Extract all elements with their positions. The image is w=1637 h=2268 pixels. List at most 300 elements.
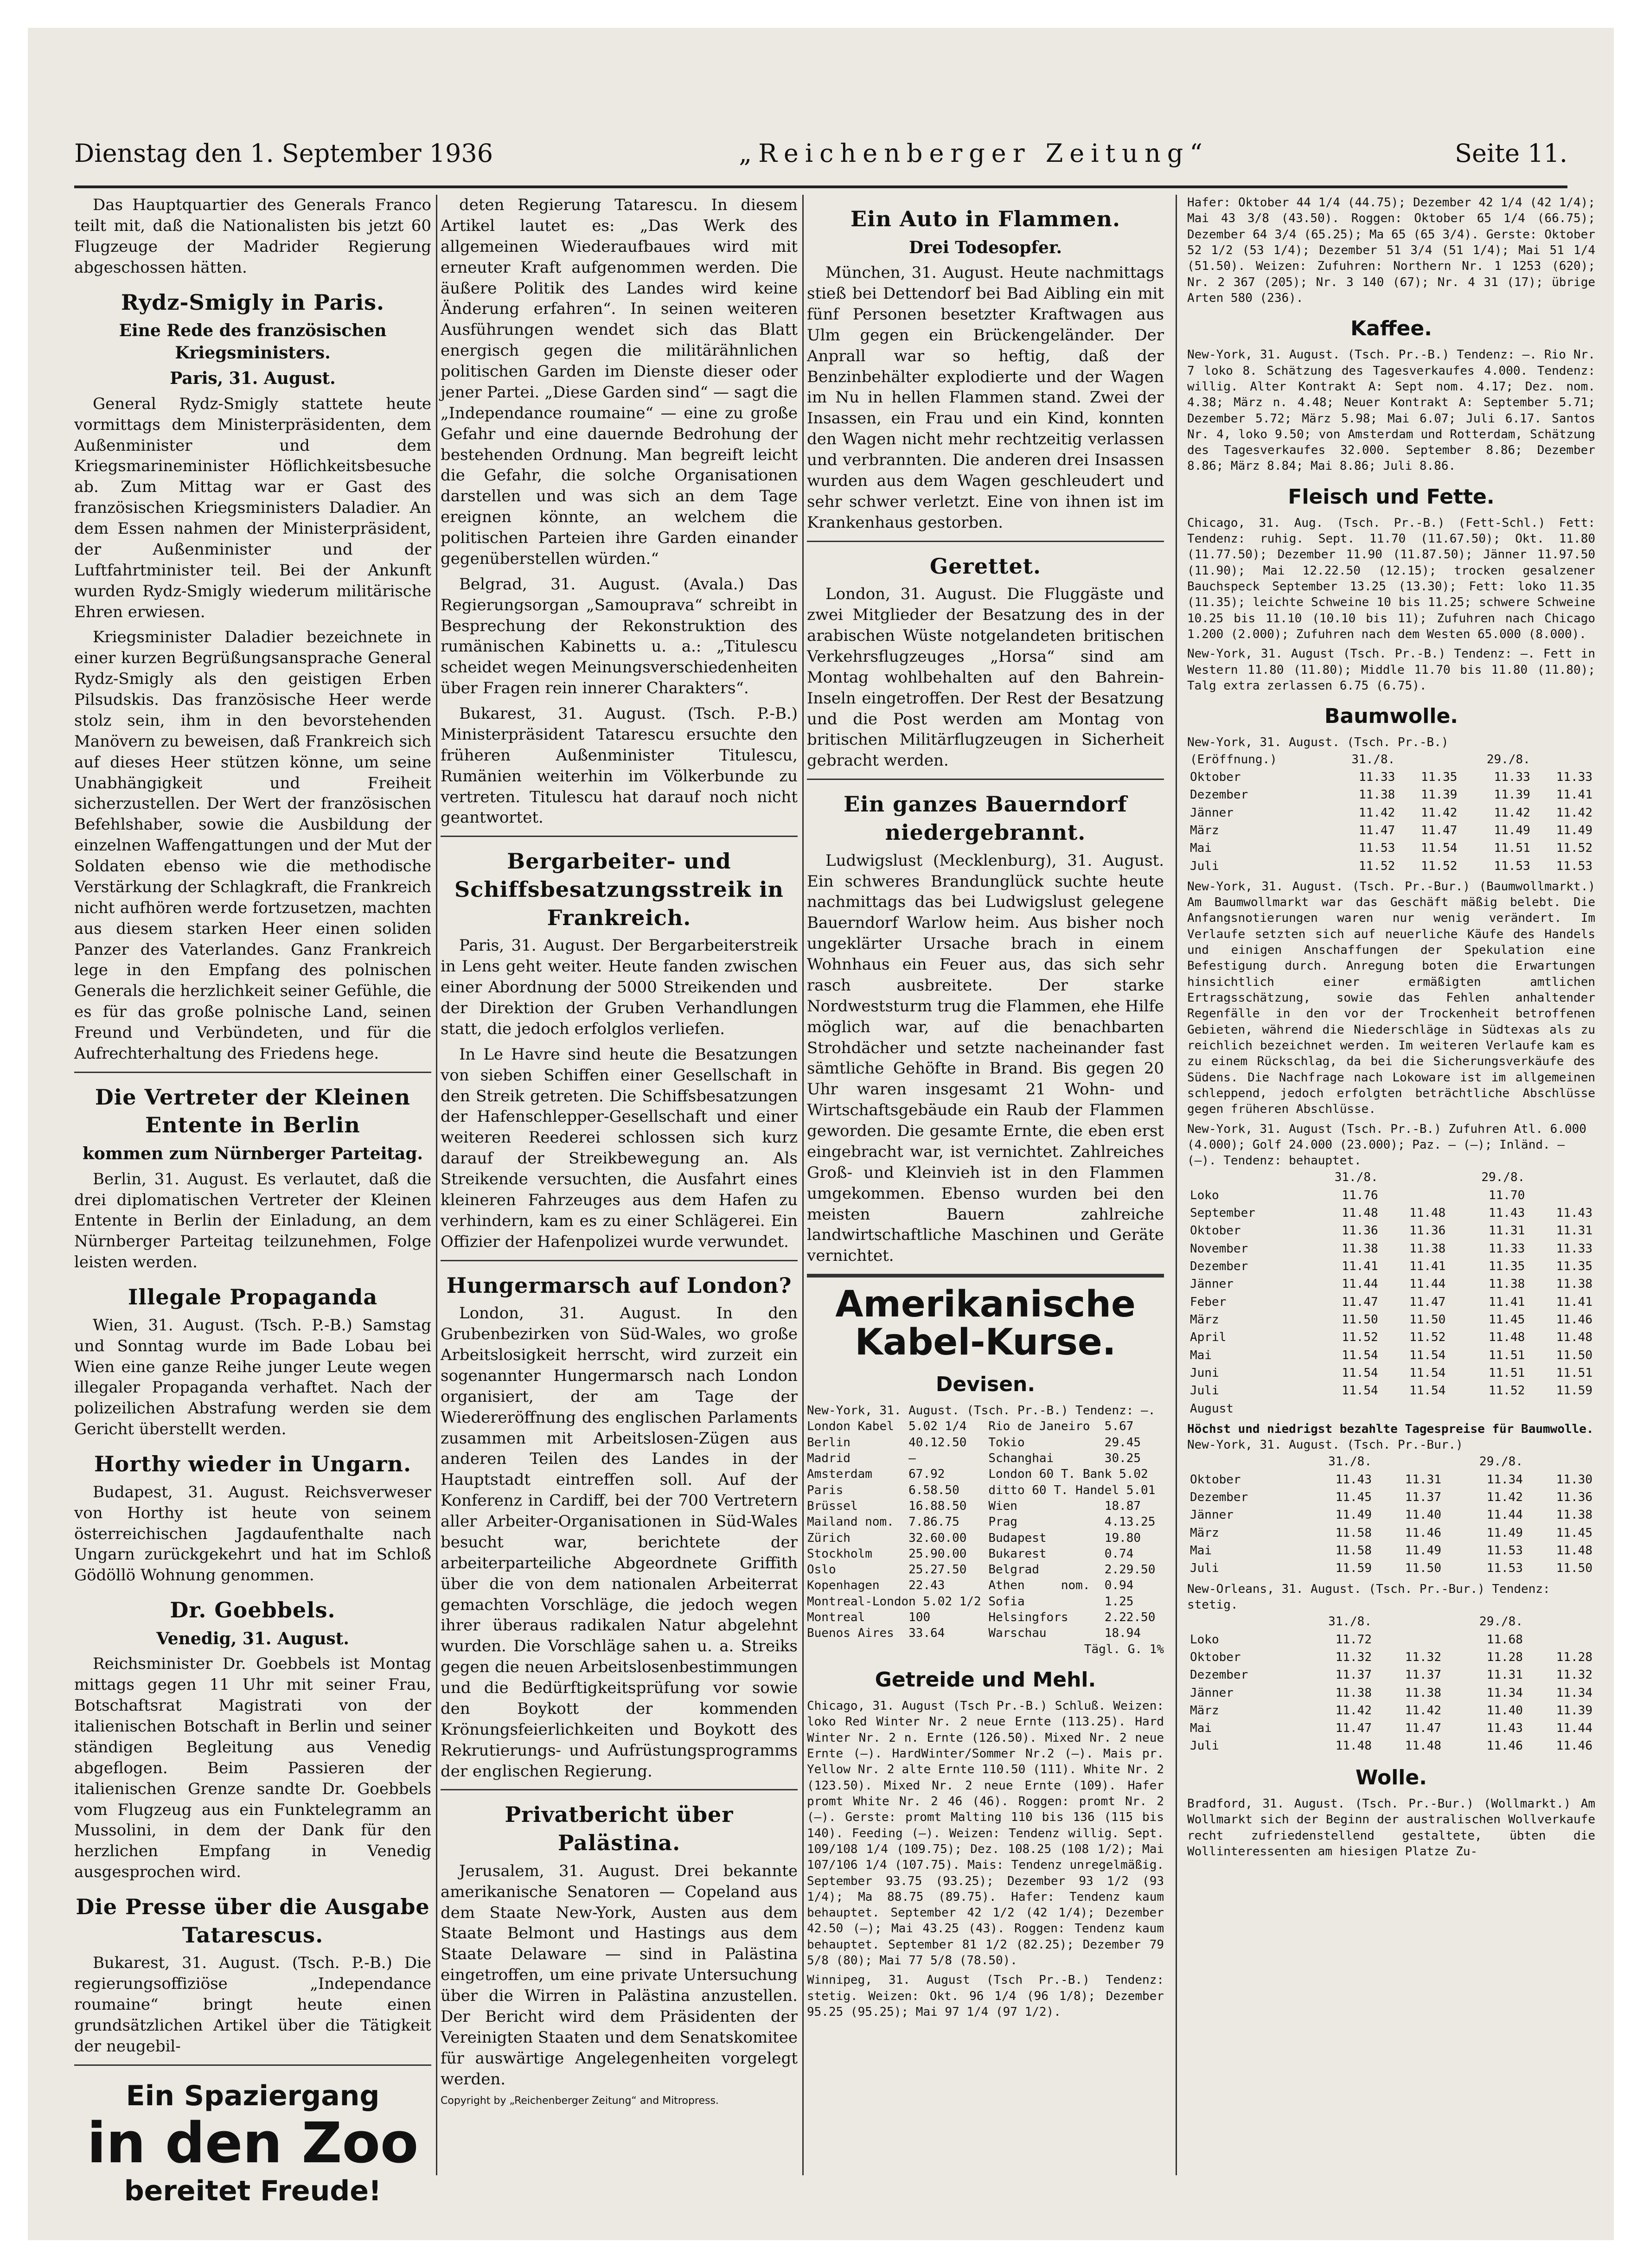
table-cell: 11.54	[1342, 1366, 1378, 1380]
table-cell: 11.41	[1556, 1295, 1592, 1309]
headline: Illegale Propaganda	[128, 1284, 378, 1310]
table-cell: 11.51	[1488, 1366, 1525, 1380]
table-cell: 11.43	[1486, 1721, 1523, 1736]
table-cell: 11.53	[1494, 859, 1530, 873]
table-cell: Oktober	[1190, 770, 1241, 784]
table-cell: 11.39	[1421, 788, 1458, 802]
article-text: Budapest, 31. August. Reichsverweser von Horthy ist heute von seinem österreichischen Jagdaufenthalte nach Ungarn zurückgekehrt und hat im Schloß Gödöllö Wohnung genommen.	[74, 1482, 431, 1585]
headline: Hungermarsch auf London?	[446, 1272, 792, 1298]
table-header-cell	[1187, 1453, 1293, 1470]
table-cell	[1375, 1631, 1444, 1648]
table-row	[1187, 1542, 1595, 1559]
table-cell: 11.70	[1488, 1188, 1525, 1202]
table-cell: 11.37	[1405, 1490, 1441, 1505]
table-caption: New-York, 31. August. (Tsch. Pr.-B.)	[1187, 735, 1449, 750]
table-cell: Feber	[1190, 1295, 1227, 1309]
cotton-table	[1187, 1169, 1595, 1417]
table-cell: Mai	[1190, 1348, 1212, 1362]
table-cell: 11.42	[1421, 805, 1458, 820]
table-cell: 11.50	[1342, 1312, 1378, 1327]
table-cell: 11.28	[1556, 1650, 1592, 1664]
devisen-row: Montreal-London 5.02 1/2 Sofia 1.25	[807, 1594, 1134, 1609]
article-text: Belgrad, 31. August. (Avala.) Das Regierungsorgan „Samouprava“ schreibt in Besprechung der Rekonstruktion des rumänischen Kabinetts u. a.: „Titulescu scheidet wegen Meinungsverschiedenheiten über Fragen rein innerer Charakters“.	[441, 575, 798, 698]
table-cell: Mai	[1190, 1721, 1212, 1736]
table-cell: 11.40	[1405, 1508, 1441, 1522]
table-cell: 11.59	[1335, 1561, 1372, 1576]
header-title: „Reichenberger Zeitung“	[739, 138, 1209, 168]
table-row	[1187, 822, 1595, 839]
table-row	[1187, 1719, 1595, 1737]
table-cell: 11.52	[1359, 859, 1395, 873]
table-cell: 11.49	[1486, 1526, 1523, 1540]
table-row	[1187, 1489, 1595, 1506]
table-cell: 11.42	[1335, 1703, 1372, 1718]
table-header-cell	[1526, 1453, 1595, 1470]
table-cell: 11.38	[1488, 1277, 1525, 1291]
market-text: Bradford, 31. August. (Tsch. Pr.-Bur.) (Wollmarkt.) Am Wollmarkt sich der Beginn der australischen Wollverkaufe recht zufriedenstellend gestaltete, übten die Wollinteressenten am hiesigen Platze Zu-	[1187, 1796, 1595, 1859]
ad-line-2: in den Zoo	[87, 2111, 419, 2176]
table-row	[1187, 1471, 1595, 1489]
header-date: Dienstag den 1. September 1936	[74, 138, 493, 168]
headline: Die Presse über die Ausgabe Tatarescus.	[76, 1894, 430, 1948]
table-cell: 11.48	[1335, 1739, 1372, 1753]
table-cell: 11.58	[1335, 1526, 1372, 1540]
divider	[807, 541, 1164, 542]
devisen-row: Oslo 25.27.50 Belgrad 2.29.50	[807, 1563, 1156, 1577]
table-cell: 11.41	[1488, 1295, 1525, 1309]
table-cell: 11.39	[1494, 788, 1530, 802]
table-cell: 11.32	[1405, 1650, 1441, 1664]
table-cell: Jänner	[1190, 805, 1234, 820]
table-cell: 11.31	[1486, 1668, 1523, 1682]
table-cell: 11.43	[1335, 1472, 1372, 1487]
table-row	[1187, 1559, 1595, 1577]
devisen-row: Zürich 32.60.00 Budapest 19.80	[807, 1531, 1141, 1545]
table-cell: 11.42	[1359, 805, 1395, 820]
article-text: Wien, 31. August. (Tsch. P.-B.) Samstag und Sonntag wurde im Bade Lobau bei Wien eine ganze Reihe junger Leute wegen illegaler Propaganda verhaftet. Nach der polizeilichen Abstrafung werden sie dem Gericht überstellt werden.	[74, 1316, 431, 1439]
article-text: Ludwigslust (Mecklenburg), 31. August. Ein schweres Brandunglück suchte heute nachmittags das bei Ludwigslust gelegene Bauerndorf Warlow heim. Aus bisher noch ungeklärter Ursache brach in einem Wohnhaus ein Feuer aus, das sich sehr rasch ausbreitete. Der starke Nordweststurm trug die Flammen, ehe Hilfe möglich war, auf die benachbarten Strohdächer und setzte nacheinander fast sämtliche Gehöfte in Brand. Bis gegen 20 Uhr waren insgesamt 21 Wohn- und Wirtschaftsgebäude ein Raub der Flammen geworden. Die gesamte Ernte, die eben erst eingebracht war, ist vernichtet. Zahlreiches Groß- und Kleinvieh ist in den Flammen umgekommen. Ebenso wurden bei den meisten Bauern zahlreiche landwirtschaftliche Maschinen und Geräte vernichtet.	[807, 851, 1164, 1265]
divider	[441, 1789, 798, 1790]
table-cell: 11.38	[1405, 1686, 1441, 1700]
table-cell: Oktober	[1190, 1472, 1241, 1487]
table-cell: 11.38	[1409, 1241, 1446, 1256]
section-title: Getreide und Mehl.	[875, 1668, 1096, 1692]
table-cell	[1528, 1400, 1595, 1418]
market-text: Chicago, 31. August (Tsch Pr.-B.) Schluß. Weizen: loko Red Winter Nr. 2 neue Ernte (113.25). Hard Winter Nr. 2 n. Ernte (126.50). Mixed Nr. 2 neue Ernte (—). HardWinter/Sommer Nr.2 (—). Mais pr. Yellow Nr. 2 alte Ernte 110.50 (111). White Nr. 2 (123.50). Mixed Nr. 2 neue Ernte (109). Hafer promt White Nr. 2 46 (46). Roggen: promt Nr. 2 (—). Gerste: promt Malting 110 bis 136 (115 bis 140). Feeding (—). Weizen: Tendenz willig. Sept. 109/108 1/4 (109.75); Dez. 108.25 (108 1/2); Mai 107/106 1/4 (107.75). Mais: Tendenz unregelmäßig. September 93.75 (93.25); Dezember 93 1/2 (93 1/4); Ma 88.75 (89.75). Hafer: Tendenz kaum behauptet. September 42 1/2 (42 1/4); Dezember 42.50 (—); Mai 43.25 (43). Roggen: Tendenz kaum behauptet. September 81 1/2 (82.25); Dezember 79 5/8 (80); Mai 77 5/8 (78.50).	[807, 1699, 1164, 1968]
table-cell: 11.49	[1405, 1544, 1441, 1558]
table-row	[1187, 804, 1595, 822]
devisen-row: Paris 6.58.50 ditto 60 T. Handel 5.01	[807, 1483, 1156, 1497]
table-cell: 11.46	[1486, 1739, 1523, 1753]
divider	[74, 1072, 431, 1073]
table-row	[1187, 839, 1595, 857]
subheadline: Eine Rede des französischen Kriegsministers.	[119, 321, 387, 363]
article-text: deten Regierung Tatarescu. In diesem Artikel lautet es: „Das Werk des allgemeinen Wiederaufbaues wird mit erneuter Kraft aufgenommen werden. Die äußere Politik des Landes wird keine Änderung erfahren“. In seinen weiteren Ausführungen wendet sich das Blatt energisch gegen die militärähnlichen politischen Garden im Dienste dieser oder jener Partei. „Diese Garden sind“ — sagt die „Independance roumaine“ — eine zu große Gefahr und eine dauernde Bedrohung der bestehenden Ordnung. Man begreift leicht die Gefahr, die solche Organisationen darstellen und was sich an dem Tage ereignen könnte, an welchem die politischen Parteien ihre Garden einander gegenüberstellen würden.“	[441, 196, 798, 568]
table-cell: 11.43	[1556, 1206, 1592, 1220]
dateline: Paris, 31. August.	[170, 369, 336, 389]
table-header-row	[1187, 1613, 1595, 1630]
table-cell: 11.54	[1409, 1384, 1446, 1398]
ad-line-3: bereitet Freude!	[124, 2175, 382, 2208]
table-row	[1187, 1329, 1595, 1346]
table-cell: Jänner	[1190, 1508, 1234, 1522]
table-cell: 11.54	[1421, 841, 1458, 856]
table-cell: 11.46	[1556, 1312, 1592, 1327]
cotton-table	[1187, 1613, 1595, 1755]
devisen-row: Montreal 100 Helsingfors 2.22.50	[807, 1610, 1156, 1625]
table-cell: 11.41	[1556, 788, 1592, 802]
table-cell: 11.42	[1486, 1490, 1523, 1505]
table-cell: 11.54	[1409, 1366, 1446, 1380]
table-cell: September	[1190, 1206, 1255, 1220]
table-cell: April	[1190, 1330, 1227, 1345]
devisen-row: Madrid — Schanghai 30.25	[807, 1451, 1141, 1465]
ad-line-1: Ein Spaziergang	[126, 2079, 380, 2112]
table-cell: 11.48	[1556, 1330, 1592, 1345]
headline: Die Vertreter der Kleinen Entente in Berlin	[95, 1084, 411, 1138]
table-cell: 11.28	[1486, 1650, 1523, 1664]
column-rule	[1176, 195, 1177, 2175]
table-cell: 11.47	[1335, 1721, 1372, 1736]
table-cell: 11.37	[1335, 1668, 1372, 1682]
table-header-cell	[1187, 1613, 1293, 1630]
table-cell: März	[1190, 1312, 1219, 1327]
table-cell: 11.38	[1359, 788, 1395, 802]
table-header-cell: 31./8.	[1328, 1615, 1372, 1629]
table-cell: 11.51	[1556, 1366, 1592, 1380]
table-cell: 11.36	[1556, 1490, 1592, 1505]
article-text: Reichsminister Dr. Goebbels ist Montag mittags gegen 11 Uhr mit seiner Frau, Botschaftsrat Magistrati von der italienischen Botschaft in Berlin und seiner ständigen Begleitung aus Venedig abgeflogen. Beim Passieren der italienischen Grenze sandte Dr. Goebbels vom Flugzeug aus ein Funktelegramm an Mussolini, in dem der Dank für den herzlichen Empfang in Venedig ausgesprochen wird.	[74, 1655, 431, 1882]
cotton-table	[1187, 1453, 1595, 1577]
table-cell: 11.36	[1409, 1224, 1446, 1238]
devisen-row: Brüssel 16.88.50 Wien 18.87	[807, 1499, 1141, 1513]
table-cell: 11.50	[1405, 1561, 1441, 1576]
table-cell: 11.33	[1488, 1241, 1525, 1256]
headline: Privatbericht über Palästina.	[505, 1802, 734, 1856]
section-title: Baumwolle.	[1324, 704, 1458, 728]
table-row	[1187, 1187, 1595, 1204]
table-cell: 11.48	[1488, 1330, 1525, 1345]
table-header-cell: (Eröffnung.)	[1190, 752, 1277, 767]
article-text: Berlin, 31. August. Es verlautet, daß die drei diplomatischen Vertreter der Kleinen Entente in Berlin der Einladung, an dem Nürnberger Parteitag teilzunehmen, Folge leisten werden.	[74, 1169, 431, 1272]
divider	[807, 779, 1164, 780]
table-cell: Juli	[1190, 859, 1219, 873]
table-cell: 11.30	[1556, 1472, 1592, 1487]
table-row	[1187, 1631, 1595, 1648]
table-header-cell: 29./8.	[1479, 1455, 1523, 1469]
table-cell: 11.58	[1335, 1544, 1372, 1558]
table-cell: 11.42	[1405, 1703, 1441, 1718]
market-text: Chicago, 31. Aug. (Tsch. Pr.-B.) (Fett-Schl.) Fett: Tendenz: ruhig. Sept. 11.70 (11.67.50); Okt. 11.80 (11.77.50); Dezember 11.90 (11.87.50); Jänner 11.97.50 (11.90); Mai 12.22.50 (12.15); trocken gesalzener Bauchspeck September 13.25 (13.30); Fett: loko 11.35 (11.35); leichte Schweine 10 bis 11.25; schwere Schweine 10.25 bis 11.10 (10.10 bis 11); Zufuhren nach Chicago 1.200 (2.000); Zufuhren nach dem Westen 65.000 (8.000).	[1187, 516, 1595, 642]
table-cell: 11.47	[1405, 1721, 1441, 1736]
table-cell: 11.42	[1494, 805, 1530, 820]
devisen-header: New-York, 31. August. (Tsch. Pr.-B.) Tendenz: —.	[807, 1404, 1156, 1418]
table-row	[1187, 857, 1595, 875]
table-header-cell: 29./8.	[1479, 1615, 1523, 1629]
table-header-cell: 31./8.	[1334, 1170, 1378, 1185]
table-cell: März	[1190, 823, 1219, 837]
table-header-cell	[1526, 1613, 1595, 1630]
table-header-cell	[1375, 1453, 1444, 1470]
table-cell: 11.50	[1409, 1312, 1446, 1327]
dateline: Venedig, 31. August.	[156, 1629, 349, 1648]
table-row	[1187, 768, 1595, 786]
table-cell: Loko	[1190, 1632, 1219, 1647]
article-text: München, 31. August. Heute nachmittags stieß bei Dettendorf bei Bad Aibling ein mit fünf Personen besetzter Kraftwagen aus Ulm gegen ein Brückengeländer. Der Anprall war so heftig, daß der Benzinbehälter explodierte und der Wagen im Nu in hellen Flammen stand. Zwei der Insassen, ein Frau und ein Kind, konnten den Wagen nicht mehr rechtzeitig verlassen und verbrannten. Die anderen drei Insassen wurden aus dem Wagen geschleudert und sehr schwer verletzt. Eine von ihnen ist im Krankenhaus gestorben.	[807, 263, 1164, 532]
table-cell: 11.42	[1556, 805, 1592, 820]
table-cell: März	[1190, 1703, 1219, 1718]
table-header-cell: 29./8.	[1486, 752, 1530, 767]
table-cell: 11.47	[1359, 823, 1395, 837]
table-cell: 11.31	[1405, 1472, 1441, 1487]
table-cell: 11.45	[1335, 1490, 1372, 1505]
table-row	[1187, 1347, 1595, 1364]
table-cell: 11.44	[1409, 1277, 1446, 1291]
table-cell: 11.34	[1556, 1686, 1592, 1700]
headline: Bergarbeiter- und Schiffsbesatzungsstreik in Frankreich.	[454, 849, 784, 930]
column-rule	[436, 195, 437, 2175]
table-cell: 11.48	[1342, 1206, 1378, 1220]
table-row	[1187, 1258, 1595, 1275]
table-header-cell	[1187, 1169, 1302, 1186]
divider	[441, 836, 798, 837]
table-cell: 11.34	[1486, 1472, 1523, 1487]
table-row	[1187, 1684, 1595, 1702]
table-cell: Loko	[1190, 1188, 1219, 1202]
table-row	[1187, 1524, 1595, 1542]
table-cell: 11.54	[1342, 1384, 1378, 1398]
table-cell: 11.50	[1556, 1561, 1592, 1576]
headline: Ein Auto in Flammen.	[850, 206, 1121, 231]
article-text: Bukarest, 31. August. (Tsch. P.-B.) Ministerpräsident Tatarescu ersuchte den früheren Außenminister Titulescu, Rumänien weiterhin im Völkerbunde zu vertreten. Titulescu hat darauf noch nicht geantwortet.	[441, 704, 798, 827]
table-cell	[1528, 1187, 1595, 1204]
table-cell: Dezember	[1190, 788, 1248, 802]
article-text: London, 31. August. Die Fluggäste und zwei Mitglieder der Besatzung des in der arabischen Wüste notgelandeten britischen Verkehrsflugzeuges „Horsa“ sind am Montag wohlbehalten auf den Bahrein-Inseln eingetroffen. Der Rest der Besatzung und die Post werden am Montag von britischen Militärflugzeugen in Sicherheit gebracht werden.	[807, 585, 1164, 770]
table-row	[1187, 1506, 1595, 1524]
table-row	[1187, 1666, 1595, 1684]
table-cell: 11.36	[1342, 1224, 1378, 1238]
divider	[441, 1260, 798, 1261]
section-title: Devisen.	[935, 1372, 1036, 1396]
table-cell	[1302, 1400, 1381, 1418]
table-header-cell: 29./8.	[1481, 1170, 1525, 1185]
table-row	[1187, 1293, 1595, 1311]
market-section-title: Amerikanische Kabel-Kurse.	[835, 1284, 1136, 1364]
table-cell: 11.35	[1556, 1259, 1592, 1274]
table-cell: Dezember	[1190, 1259, 1248, 1274]
divider	[74, 2064, 431, 2066]
table-cell: Oktober	[1190, 1224, 1241, 1238]
table-cell: 11.47	[1409, 1295, 1446, 1309]
table-cell: 11.37	[1405, 1668, 1441, 1682]
article-text: Das Hauptquartier des Generals Franco teilt mit, daß die Nationalisten bis jetzt 60 Flugzeuge der Madrider Regierung abgeschossen hätten.	[74, 196, 431, 277]
table-cell: 11.51	[1488, 1348, 1525, 1362]
table-caption: Höchst und niedrigst bezahlte Tagespreise für Baumwolle.	[1187, 1422, 1594, 1436]
cotton-table	[1187, 751, 1595, 875]
subheadline: Drei Todesopfer.	[908, 237, 1062, 257]
devisen-note: Tägl. G. 1%	[1084, 1642, 1164, 1656]
table-header-cell	[1533, 751, 1595, 768]
table-header-cell	[1398, 751, 1460, 768]
table-cell: 11.35	[1488, 1259, 1525, 1274]
table-cell: November	[1190, 1241, 1248, 1256]
article-text: General Rydz-Smigly stattete heute vormittags dem Ministerpräsidenten, dem Außenminister und dem Kriegsmarineminister Höflichkeitsbesuche ab. Zum Mittag war er Gast des französischen Kriegsministers Daladier. An dem Essen nahmen der Ministerpräsident, der Außenminister und der Luftfahrtminister teil. Bei der Ankunft wurden Rydz-Smigly wiederum militärische Ehren erwiesen.	[74, 394, 431, 621]
table-cell	[1381, 1400, 1449, 1418]
table-row	[1187, 1204, 1595, 1222]
headline: Horthy wieder in Ungarn.	[94, 1451, 411, 1477]
table-cell: 11.59	[1556, 1384, 1592, 1398]
table-header-cell: 31./8.	[1351, 752, 1395, 767]
table-cell: 11.45	[1488, 1312, 1525, 1327]
devisen-row: Amsterdam 67.92 London 60 T. Bank 5.02	[807, 1467, 1148, 1482]
table-row	[1187, 1364, 1595, 1382]
table-cell: 11.32	[1556, 1668, 1592, 1682]
table-cell: 11.31	[1556, 1224, 1592, 1238]
table-row	[1187, 1311, 1595, 1329]
devisen-list	[807, 1418, 1164, 1641]
table-cell: 11.68	[1486, 1632, 1523, 1647]
table-row	[1187, 1648, 1595, 1666]
table-cell: 11.38	[1342, 1241, 1378, 1256]
table-cell: Mai	[1190, 1544, 1212, 1558]
article-text: London, 31. August. In den Grubenbezirken von Süd-Wales, wo große Arbeitslosigkeit herrscht, wird zurzeit ein sogenannter Hungermarsch nach London organisiert, der am Tage der Wiedereröffnung des englischen Parlaments zusammen mit Arbeitslosen-Zügen aus anderen Teilen des Landes in der Hauptstadt eintreffen soll. Auf der Konferenz in Cardiff, bei der 700 Vertretern aller Arbeiter-Organisationen in Süd-Wales besucht war, berichtete der arbeiterparteiliche Abgeordnete Griffith über die von dem nationalen Arbeiterrat gemachten Vorschläge, die jedoch wegen ihrer überaus radikalen Natur abgelehnt wurden. Die Vorschläge sahen u. a. Streiks gegen die neuen Arbeitslosenbestimmungen und die Bedürftigkeitsprüfung vor sowie den Boykott der kommenden Krönungsfeierlichkeiten und Boykott des Rekrutierungs- und Aufrüstungsprogramms der englischen Regierung.	[441, 1304, 798, 1781]
table-header-row	[1187, 1169, 1595, 1186]
table-cell: 11.52	[1409, 1330, 1446, 1345]
table-cell	[1381, 1187, 1449, 1204]
table-row	[1187, 1240, 1595, 1258]
table-cell: 11.52	[1342, 1330, 1378, 1345]
column-rule	[802, 195, 804, 2175]
table-cell: 11.47	[1421, 823, 1458, 837]
table-cell: Juli	[1190, 1739, 1219, 1753]
devisen-row: Kopenhagen 22.43 Athen nom. 0.94	[807, 1578, 1134, 1593]
headline: Rydz-Smigly in Paris.	[121, 289, 384, 315]
column-3	[807, 195, 1164, 2175]
table-cell: 11.43	[1488, 1206, 1525, 1220]
table-cell: 11.33	[1556, 770, 1592, 784]
market-text: Winnipeg, 31. August (Tsch Pr.-B.) Tendenz: stetig. Weizen: Okt. 96 1/4 (96 1/8); Dezember 95.25 (95.25); Mai 97 1/4 (97 1/2).	[807, 1973, 1164, 2019]
table-cell: 11.41	[1409, 1259, 1446, 1274]
table-cell: 11.48	[1409, 1206, 1446, 1220]
article-text: Kriegsminister Daladier bezeichnete in einer kurzen Begrüßungsansprache General Rydz-Smigly als den geistigen Erben Pilsudskis. Das französische Heer werde stolz sein, ihm in den bevorstehenden Manövern zu beweisen, daß Frankreich sich auf dieses Heer stützen könne, um seine Unabhängigkeit und Freiheit sicherzustellen. Der Wert der französischen Befehlshaber, sowie die Ausbildung der einzelnen Waffengattungen und der Mut der Soldaten ebenso wie die methodische Verstärkung der Schlagkraft, die Frankreich nicht aufhören werde fortzusetzen, machten aus diesem starken Heer einen soliden Panzer des Vaterlandes. Ganz Frankreich lege in den Empfang des polnischen Generals die herzlichkeit seiner Gefühle, die es für das große polnische Land, seinen Freund und Verbündeten, und für die Aufrechterhaltung des Friedens hege.	[74, 628, 432, 1063]
devisen-row: Mailand nom. 7.86.75 Prag 4.13.25	[807, 1515, 1156, 1529]
column-4	[1187, 195, 1595, 2175]
table-cell: Oktober	[1190, 1650, 1241, 1664]
table-row	[1187, 1275, 1595, 1293]
table-row	[1187, 1382, 1595, 1399]
table-cell: 11.48	[1405, 1739, 1441, 1753]
table-cell: 11.33	[1359, 770, 1395, 784]
table-cell: 11.44	[1486, 1508, 1523, 1522]
table-cell: 11.38	[1556, 1277, 1592, 1291]
article-text: Jerusalem, 31. August. Drei bekannte amerikanische Senatoren — Copeland aus dem Staate New-York, Austen aus dem Staate Belmont und Hastings aus dem Staate Delaware — sind in Palästina eingetroffen, um eine private Untersuchung über die Wirren in Palästina anzustellen. Der Bericht wird dem Präsidenten der Vereinigten Staaten und dem Senatskomitee für auswärtige Angelegenheiten vorgelegt werden.	[441, 1861, 798, 2089]
table-cell: 11.46	[1556, 1739, 1592, 1753]
table-header-cell	[1375, 1613, 1444, 1630]
devisen-row: Buenos Aires 33.64 Warschau 18.94	[807, 1626, 1141, 1641]
divider	[807, 1274, 1164, 1278]
table-cell: 11.33	[1556, 1241, 1592, 1256]
table-cell: 11.35	[1421, 770, 1458, 784]
market-text: New-York, 31. August. (Tsch. Pr.-B.) Tendenz: —. Rio Nr. 7 loko 8. Schätzung des Tagesverkaufes 4.000. Tendenz: willig. Alter Kontrakt A: Sept nom. 4.17; Dez. nom. 4.38; März n. 4.48; Neuer Kontrakt A: September 5.71; Dezember 5.72; März 5.98; Mai 6.07; Juli 6.17. Santos Nr. 4, loko 9.50; von Amsterdam und Rotterdam, Schätzung des Tagesverkaufes 32.000. September 8.86; Dezember 8.86; März 8.84; Mai 8.86; Juli 8.86.	[1187, 348, 1595, 473]
table-cell: Juli	[1190, 1384, 1219, 1398]
table-cell: 11.38	[1335, 1686, 1372, 1700]
table-cell	[1526, 1631, 1595, 1648]
table-cell: 11.38	[1556, 1508, 1592, 1522]
table-cell: 11.76	[1342, 1188, 1378, 1202]
table-cell: Dezember	[1190, 1668, 1248, 1682]
devisen-row: London Kabel 5.02 1/4 Rio de Janeiro 5.67	[807, 1419, 1134, 1434]
column-2	[441, 195, 798, 2175]
table-cell: 11.44	[1556, 1721, 1592, 1736]
table-cell: 11.45	[1556, 1526, 1592, 1540]
table-cell: Juli	[1190, 1561, 1219, 1576]
article-text: In Le Havre sind heute die Besatzungen von sieben Schiffen einer Gesellschaft in den Streik getreten. Die Schiffsbesatzungen der Hafenschlepper-Gesellschaft und einer weiteren Reederei schlossen sich kurz darauf der Streikbewegung an. Als Streikende versuchten, die Ausfahrt eines kleineren Fahrzeuges aus dem Hafen zu verhindern, kam es zu einer Schlägerei. Ein Offizier der Hafenpolizei wurde verwundet.	[441, 1045, 798, 1251]
table-header-cell	[1381, 1169, 1449, 1186]
table-cell: 11.40	[1486, 1703, 1523, 1718]
table-caption: New-York, 31. August (Tsch. Pr.-B.) Zufuhren Atl. 6.000 (4.000); Golf 24.000 (23.000); Paz. — (—); Inländ. — (—). Tendenz: behauptet.	[1187, 1122, 1586, 1168]
table-row	[1187, 1400, 1595, 1418]
section-title: Fleisch und Fette.	[1288, 485, 1495, 509]
table-caption: New-York, 31. August. (Tsch. Pr.-Bur.)	[1187, 1438, 1463, 1452]
table-caption: New-Orleans, 31. August. (Tsch. Pr.-Bur.) Tendenz: stetig.	[1187, 1582, 1550, 1612]
page-header	[74, 121, 1567, 188]
table-cell: 11.32	[1335, 1650, 1372, 1664]
table-cell: 11.52	[1556, 841, 1592, 856]
table-cell: 11.48	[1556, 1544, 1592, 1558]
table-header-cell	[1528, 1169, 1595, 1186]
subheadline: kommen zum Nürnberger Parteitag.	[82, 1144, 423, 1164]
table-cell: 11.49	[1556, 823, 1592, 837]
table-cell: 11.52	[1488, 1384, 1525, 1398]
column-1	[74, 195, 432, 2208]
devisen-row: Stockholm 25.90.00 Bukarest 0.74	[807, 1546, 1134, 1561]
header-page-number: Seite 11.	[1455, 138, 1567, 168]
market-text: New-York, 31. August (Tsch. Pr.-B.) Tendenz: —. Fett in Western 11.80 (11.80); Middle 11.70 bis 11.80 (11.80); Talg extra zerlassen 6.75 (6.75).	[1187, 647, 1595, 693]
section-title: Kaffee.	[1350, 317, 1432, 341]
table-cell: März	[1190, 1526, 1219, 1540]
table-cell: 11.53	[1486, 1544, 1523, 1558]
table-cell: 11.72	[1335, 1632, 1372, 1647]
table-cell: 11.47	[1342, 1295, 1378, 1309]
table-cell: 11.53	[1556, 859, 1592, 873]
table-cell: 11.33	[1494, 770, 1530, 784]
table-cell: 11.41	[1342, 1259, 1378, 1274]
table-header-row	[1187, 751, 1595, 768]
headline: Ein ganzes Bauerndorf niedergebrannt.	[844, 792, 1127, 845]
headline: Dr. Goebbels.	[170, 1597, 336, 1623]
section-title: Wolle.	[1356, 1765, 1427, 1789]
table-cell: 11.54	[1342, 1348, 1378, 1362]
devisen-row: Berlin 40.12.50 Tokio 29.45	[807, 1435, 1141, 1450]
table-cell: 11.49	[1494, 823, 1530, 837]
table-row	[1187, 786, 1595, 804]
market-text: New-York, 31. August. (Tsch. Pr.-Bur.) (Baumwollmarkt.) Am Baumwollmarkt war das Geschäft mäßig belebt. Die Anfangsnotierungen waren nur wenig verändert. Im Verlaufe setzten sich auf neuerliche Käufe des Handels und einigen Anschaffungen der Spekulation eine Befestigung durch. Anregung boten die Erwartungen hinsichtlich einer ermäßigten amtlichen Ertragsschätzung, sowie das Fehlen anhaltender Regenfälle in den vor der Trockenheit betroffenen Gebieten, während die Niederschläge in Südtexas als zu reichlich bezeichnet werden. Im weiteren Verlaufe kam es zu einem Rückschlag, da bei die Sicherungsverkäufe des Südens. Die Nachfrage nach Lokoware ist im allgemeinen schleppend, jedoch erfolgten beträchtliche Abschlüsse gegen früheren Abschlüsse.	[1187, 879, 1595, 1117]
table-row	[1187, 1222, 1595, 1239]
table-row	[1187, 1702, 1595, 1719]
table-cell: 11.50	[1556, 1348, 1592, 1362]
table-cell: 11.53	[1486, 1561, 1523, 1576]
headline: Gerettet.	[929, 553, 1042, 579]
article-text: Bukarest, 31. August. (Tsch. P.-B.) Die regierungsoffiziöse „Independance roumaine“ bringt heute einen grundsätzlichen Artikel über die Tätigkeit der neugebil-	[74, 1954, 431, 2056]
newspaper-page	[28, 28, 1614, 2240]
table-cell: Jänner	[1190, 1277, 1234, 1291]
table-cell: 11.54	[1409, 1348, 1446, 1362]
table-cell: 11.34	[1486, 1686, 1523, 1700]
table-cell: 11.51	[1494, 841, 1530, 856]
table-cell: Mai	[1190, 841, 1212, 856]
table-cell: 11.31	[1488, 1224, 1525, 1238]
table-cell: Jänner	[1190, 1686, 1234, 1700]
